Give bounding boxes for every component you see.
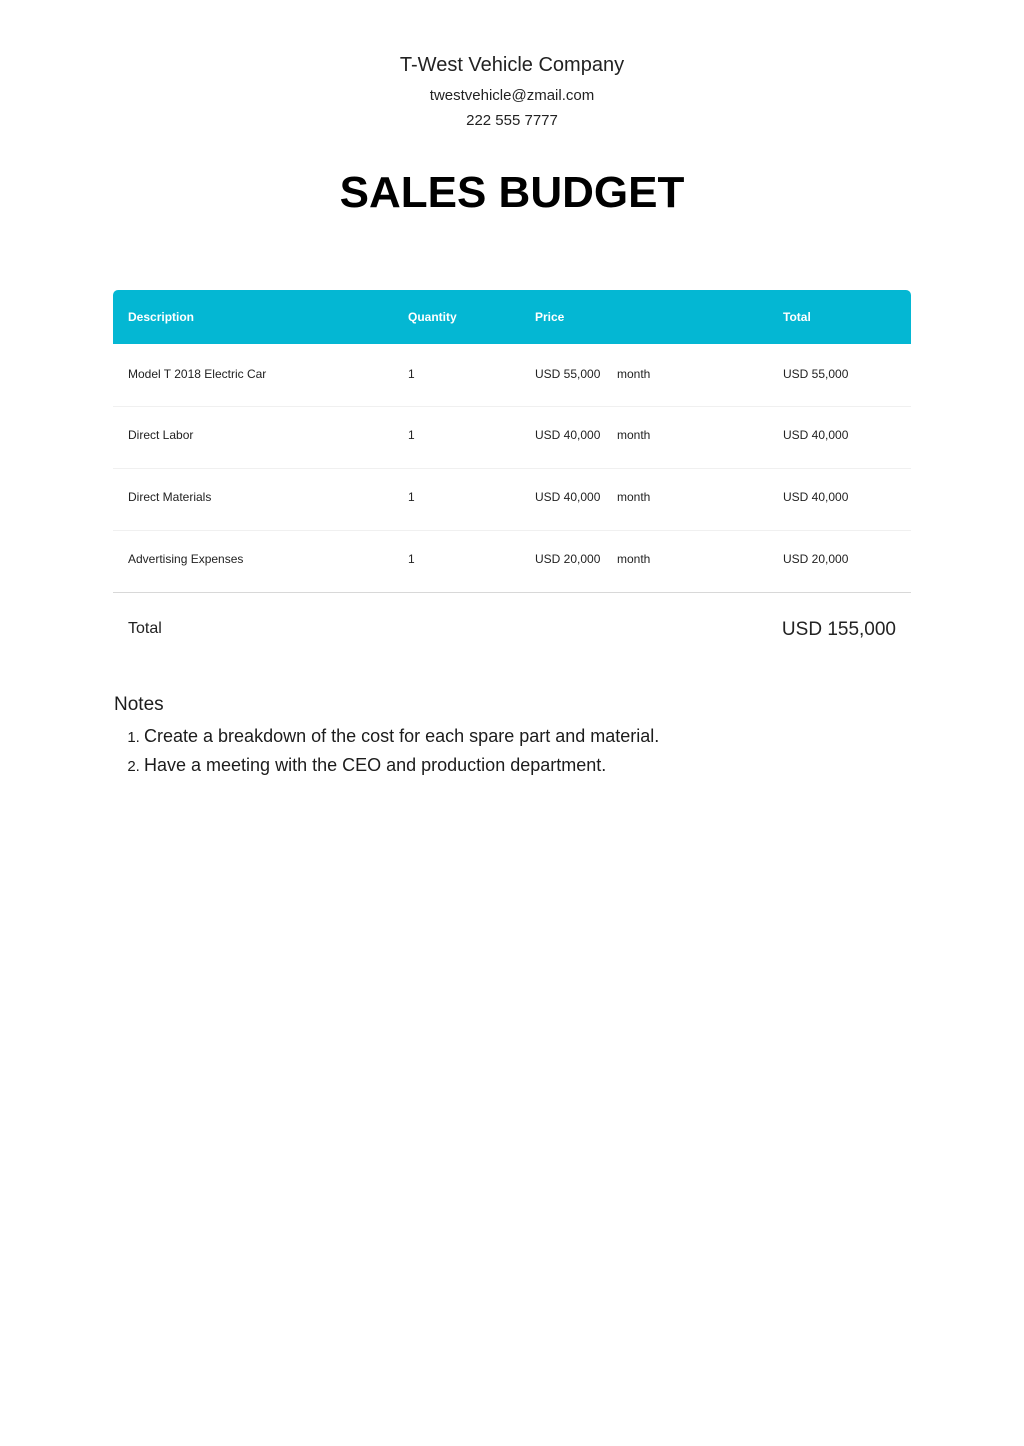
column-header-total: Total — [783, 310, 811, 324]
company-email: twestvehicle@zmail.com — [429, 87, 595, 104]
table-row — [113, 344, 911, 407]
table-header — [113, 290, 911, 344]
cell-price: USD 40,000 — [535, 490, 601, 504]
cell-unit: month — [617, 552, 651, 566]
cell-total: USD 40,000 — [783, 428, 849, 442]
cell-total: USD 40,000 — [783, 490, 849, 504]
notes-section — [114, 694, 914, 780]
company-name: T-West Vehicle Company — [399, 54, 625, 76]
cell-unit: month — [617, 367, 651, 381]
cell-total: USD 20,000 — [783, 552, 849, 566]
budget-table — [113, 290, 911, 593]
cell-quantity: 1 — [408, 490, 415, 504]
notes-title: Notes — [114, 694, 164, 715]
cell-quantity: 1 — [408, 552, 415, 566]
company-phone: 222 555 7777 — [466, 112, 558, 129]
cell-price: USD 20,000 — [535, 552, 601, 566]
grand-total-row — [113, 590, 911, 670]
cell-total: USD 55,000 — [783, 367, 849, 381]
grand-total-value: USD 155,000 — [781, 619, 896, 640]
cell-description: Direct Materials — [128, 490, 212, 504]
table-row — [113, 407, 911, 469]
cell-unit: month — [617, 428, 651, 442]
cell-description: Model T 2018 Electric Car — [128, 367, 267, 381]
table-row — [113, 469, 911, 531]
document-title: SALES BUDGET — [339, 168, 685, 217]
note-item: 2. Have a meeting with the CEO and production department. — [144, 751, 914, 780]
column-header-description: Description — [128, 310, 195, 324]
notes-list — [114, 722, 914, 780]
note-item: 1. Create a breakdown of the cost for each spare part and material. — [144, 722, 914, 751]
cell-description: Advertising Expenses — [128, 552, 244, 566]
column-header-quantity: Quantity — [408, 310, 457, 324]
cell-quantity: 1 — [408, 428, 415, 442]
cell-quantity: 1 — [408, 367, 415, 381]
table-row — [113, 531, 911, 593]
grand-total-label: Total — [128, 620, 162, 637]
cell-unit: month — [617, 490, 651, 504]
cell-price: USD 40,000 — [535, 428, 601, 442]
cell-price: USD 55,000 — [535, 367, 601, 381]
column-header-price: Price — [535, 310, 565, 324]
cell-description: Direct Labor — [128, 428, 194, 442]
